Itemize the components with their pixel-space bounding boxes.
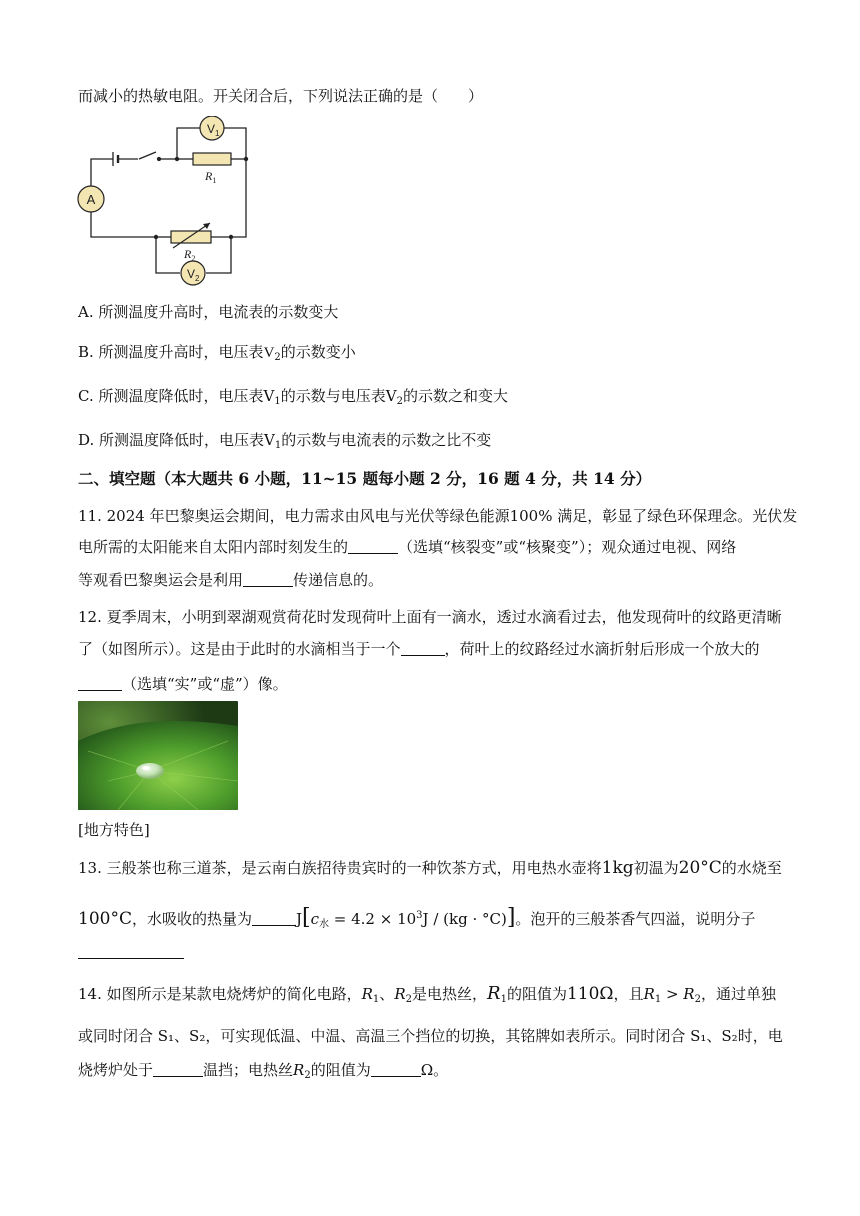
resistor-r1 — [193, 153, 231, 165]
v1-sub: 1 — [215, 129, 220, 138]
q10-option-c: C. 所测温度降低时，电压表$V_1$的示数与电压表$V_2$的示数之和变大 — [78, 387, 508, 407]
blank-1 — [348, 539, 398, 554]
svg-text:R2 — [183, 247, 195, 263]
q12-line-3: （选填“实”或“虚”）像。 — [78, 674, 288, 694]
r2-sub: 2 — [191, 254, 196, 263]
blank-6 — [153, 1062, 203, 1077]
q11-line-2: 电所需的太阳能来自太阳内部时刻发生的 （选填“核裂变”或“核聚变”）；观众通过电视、网络 — [78, 538, 737, 556]
q11-line-1: 11. 2024 年巴黎奥运会期间，电力需求由风电与光伏等绿色能源100% 满足，彰显了绿色环保理念。光伏发 — [78, 507, 798, 525]
blank-2 — [243, 572, 293, 587]
lotus-leaf-photo — [78, 701, 238, 810]
v2-label: V — [187, 267, 196, 281]
q12-line-2: 了（如图所示）。这是由于此时的水滴相当于一个 ，荷叶上的纹路经过水滴折射后形成一个放大的 — [78, 640, 760, 658]
q13-line-1: 13. 三般茶也称三道茶，是云南白族招待贵宾时的一种饮茶方式，用电热水壶将1kg初温为20°C的水烧至 — [78, 858, 782, 878]
r1-sub: 1 — [212, 176, 217, 185]
circuit-diagram — [76, 116, 276, 288]
q14-line-3: 烧烤炉处于 温挡；电热丝$R_2$的阻值为 Ω。 — [78, 1061, 449, 1081]
r2-label: R — [184, 247, 192, 261]
q10-intro: 而减小的热敏电阻。开关闭合后，下列说法正确的是（ ） — [78, 87, 484, 105]
section-2-heading: 二、填空题（本大题共 6 小题，11~15 题每小题 2 分，16 题 4 分，共 14 分） — [78, 469, 652, 488]
blank-3 — [401, 641, 445, 656]
q13-line-2: 100°C，水吸收的热量为 $J[c_水 = 4.2 \times 10^3J / (kg \cdot ^\circ C)]$。泡开的三般茶香气四溢，说明分子 — [78, 905, 756, 930]
blank-4 — [78, 676, 122, 691]
v1-label: V — [207, 122, 216, 136]
q12-line-1: 12. 夏季周末，小明到翠湖观赏荷花时发现荷叶上面有一滴水，透过水滴看过去，他发现荷叶的纹路更清晰 — [78, 608, 782, 626]
blank-5 — [252, 911, 296, 926]
answer-underline — [78, 958, 184, 959]
resistor-r2 — [171, 231, 211, 243]
v2-sub: 2 — [195, 274, 200, 283]
svg-text:R1 — [204, 169, 216, 185]
q10-option-b: B. 所测温度升高时，电压表$V_2$的示数变小 — [78, 343, 356, 363]
local-feature-tag: [地方特色] — [78, 821, 150, 839]
q10-option-a: A. 所测温度升高时，电流表的示数变大 — [78, 303, 339, 321]
ammeter-label: A — [86, 192, 96, 207]
q11-line-3: 等观看巴黎奥运会是利用 传递信息的。 — [78, 571, 384, 589]
r1-label: R — [205, 169, 213, 183]
q14-line-1: 14. 如图所示是某款电烧烤炉的简化电路，$R_1$、$R_2$是电热丝，$R_1$的阻值为110Ω，且$R_1 > R_2$，通过单独 — [78, 983, 776, 1005]
blank-7 — [371, 1062, 421, 1077]
q10-option-d: D. 所测温度降低时，电压表$V_1$的示数与电流表的示数之比不变 — [78, 431, 492, 451]
q14-line-2: 或同时闭合 S₁、S₂，可实现低温、中温、高温三个挡位的切换，其铭牌如表所示。同时闭合 S₁、S₂时，电 — [78, 1027, 783, 1045]
